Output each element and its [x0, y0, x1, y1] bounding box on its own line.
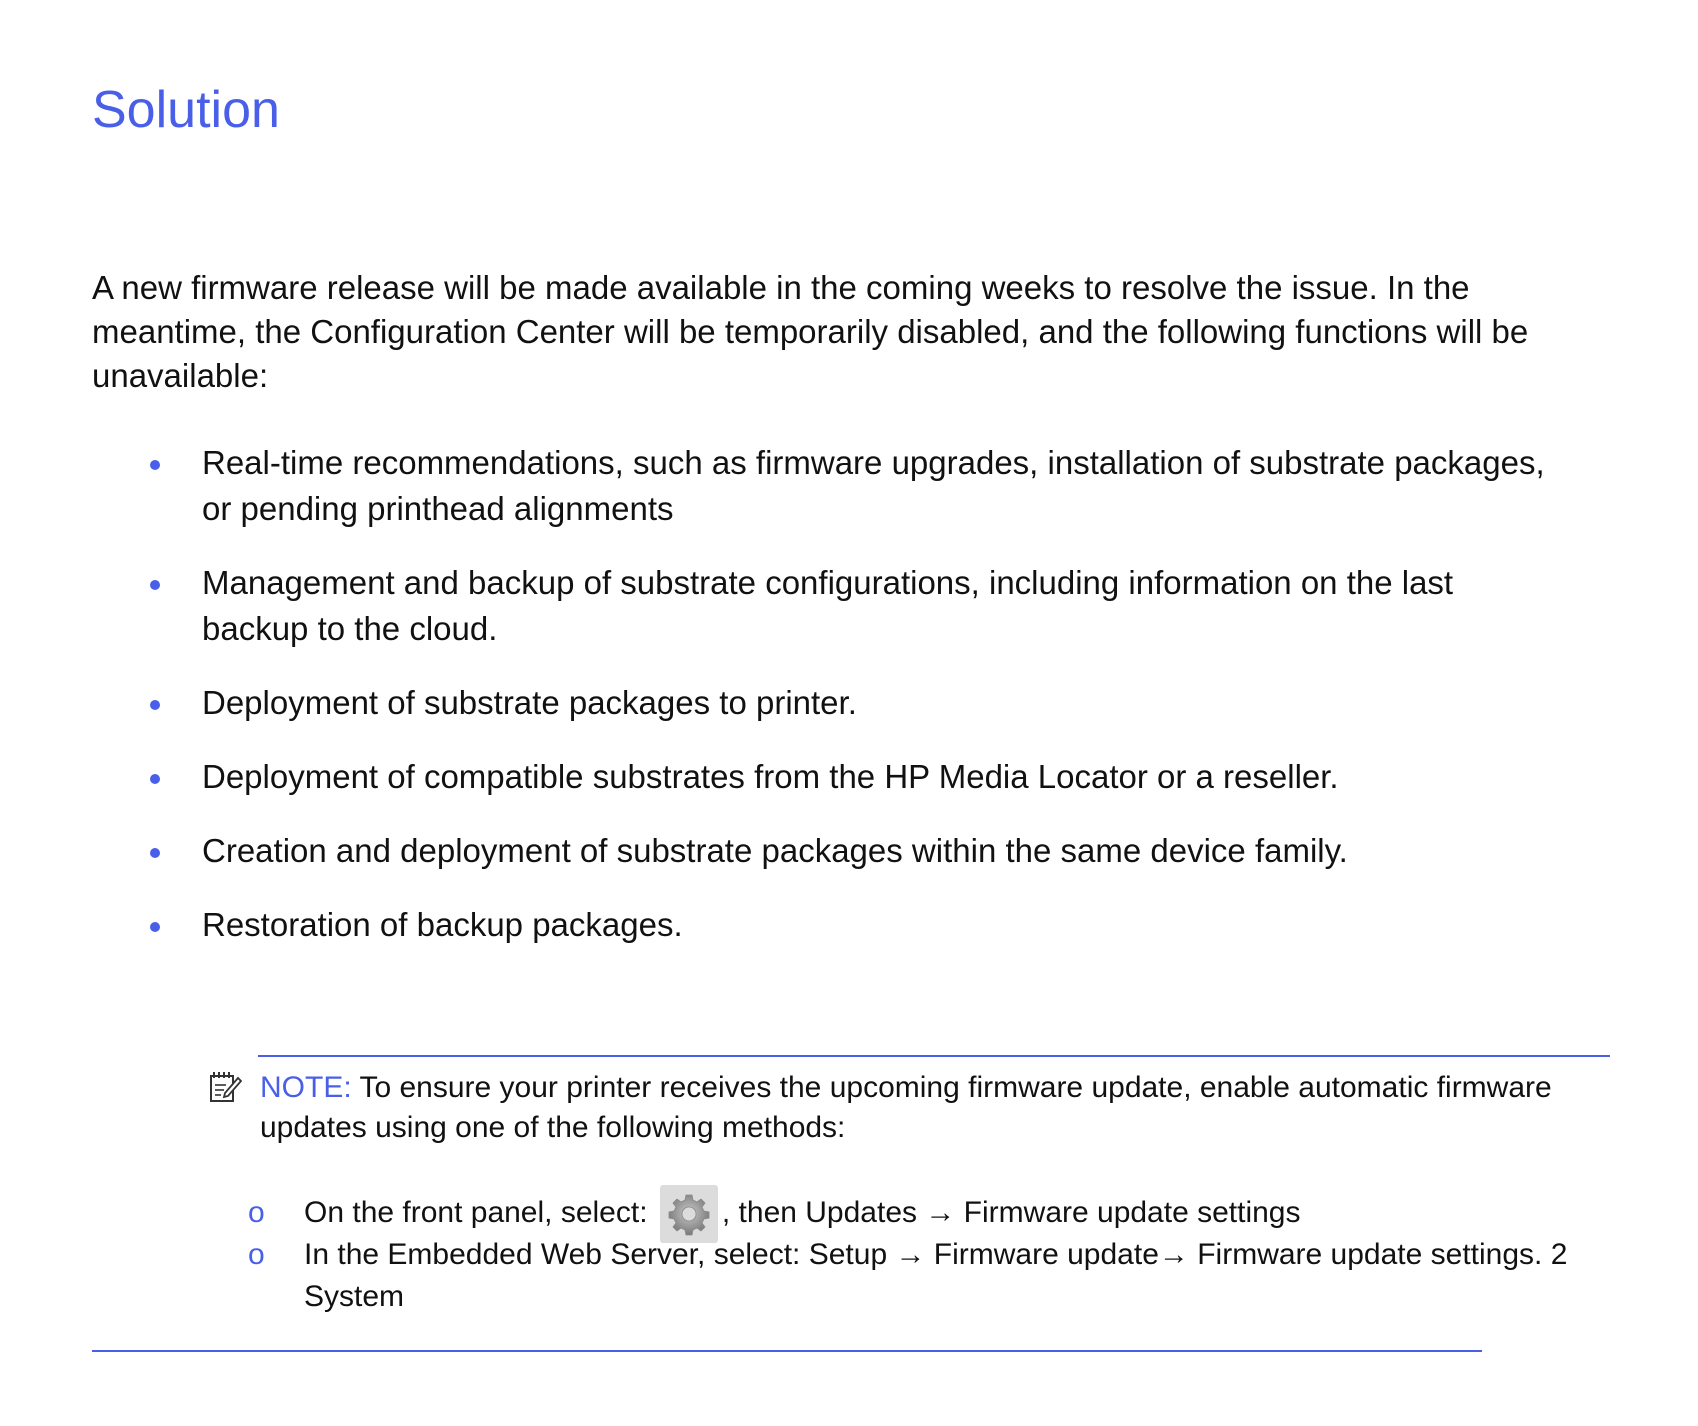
list-item	[140, 754, 1560, 800]
note-divider-bottom	[92, 1350, 1482, 1352]
list-item	[248, 1234, 1568, 1318]
unavailable-functions-list	[140, 440, 1560, 948]
list-item	[140, 680, 1560, 726]
list-item	[140, 440, 1560, 532]
bullet-icon	[150, 848, 160, 858]
list-item-text: Creation and deployment of substrate packages within the same device family.	[202, 832, 1348, 869]
bullet-icon	[150, 580, 160, 590]
note-divider-top	[258, 1055, 1610, 1057]
firmware-methods-list	[248, 1192, 1568, 1318]
list-item-text: Restoration of backup packages.	[202, 906, 683, 943]
method-text-after: , then Updates → Firmware update settings	[721, 1196, 1301, 1229]
list-item-text: Deployment of compatible substrates from the HP Media Locator or a reseller.	[202, 758, 1339, 795]
method-text: In the Embedded Web Server, select: Setup → Firmware update→ Firmware update settings. 2 System	[304, 1238, 1568, 1313]
note-label: NOTE:	[260, 1071, 352, 1104]
list-item	[140, 560, 1560, 652]
intro-paragraph: A new firmware release will be made available in the coming weeks to resolve the issue. In the meantime, the Configuration Center will be temporarily disabled, and the following functions will be unavailable:	[92, 269, 1529, 394]
section-heading: Solution	[92, 81, 280, 139]
list-item	[248, 1192, 1568, 1234]
method-text-before: On the front panel, select:	[304, 1196, 656, 1229]
note-pencil-icon	[208, 1070, 242, 1104]
bullet-icon	[150, 460, 160, 470]
list-item-text: Deployment of substrate packages to printer.	[202, 684, 857, 721]
note-body: To ensure your printer receives the upcoming firmware update, enable automatic firmware updates using one of the following methods:	[260, 1071, 1552, 1144]
bullet-icon	[150, 774, 160, 784]
list-marker: o	[248, 1196, 265, 1229]
list-item-text: Management and backup of substrate configurations, including information on the last backup to the cloud.	[202, 564, 1454, 647]
list-item	[140, 828, 1560, 874]
bullet-icon	[150, 700, 160, 710]
list-item	[140, 902, 1560, 948]
note-paragraph	[260, 1068, 1560, 1148]
list-marker: o	[248, 1238, 265, 1271]
bullet-icon	[150, 922, 160, 932]
list-item-text: Real-time recommendations, such as firmware upgrades, installation of substrate packages, or pending printhead alignments	[202, 444, 1545, 527]
